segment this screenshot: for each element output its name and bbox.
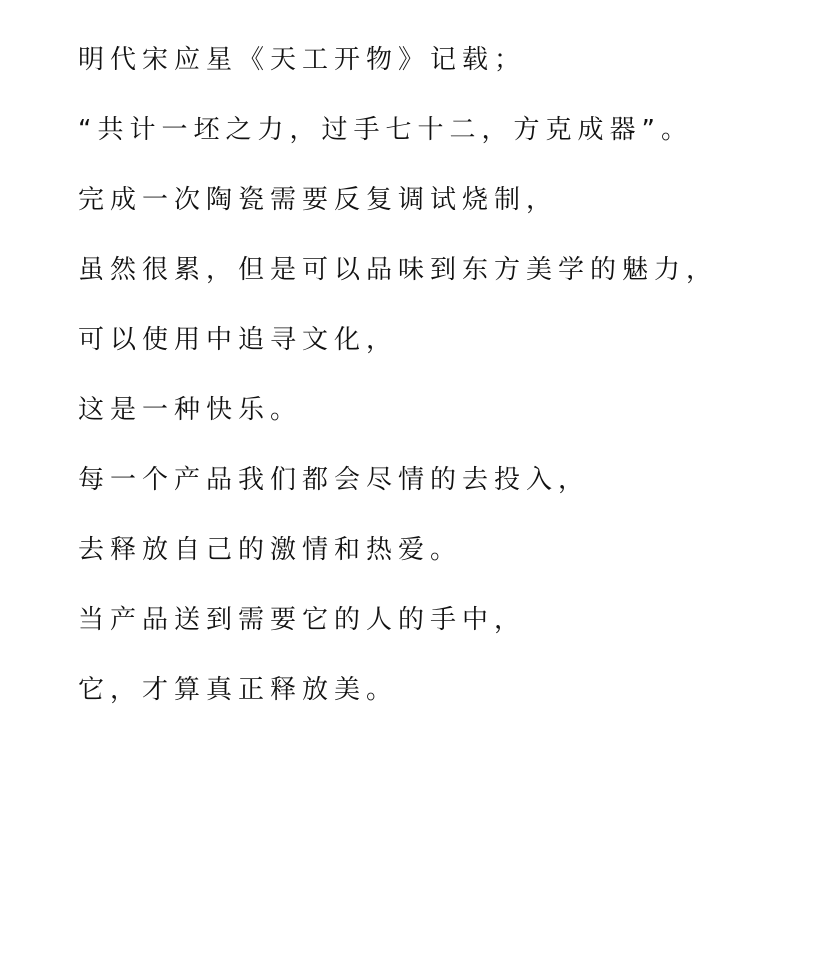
- text-line: 每一个产品我们都会尽情的去投入，: [78, 465, 591, 495]
- text-line: 可以使用中追寻文化，: [78, 325, 399, 355]
- text-line: 明代宋应星《天工开物》记载；: [78, 45, 527, 75]
- text-line: 这是一种快乐。: [78, 395, 303, 425]
- text-line: 完成一次陶瓷需要反复调试烧制，: [78, 185, 559, 215]
- text-line: 去释放自己的激情和热爱。: [78, 535, 463, 565]
- text-body: [78, 40, 718, 740]
- text-line: 虽然很累，但是可以品味到东方美学的魅力，: [78, 255, 719, 285]
- text-line: “共计一坯之力，过手七十二，方克成器”。: [78, 115, 693, 145]
- text-line: 当产品送到需要它的人的手中，: [78, 605, 527, 635]
- text-line: 它，才算真正释放美。: [78, 675, 399, 705]
